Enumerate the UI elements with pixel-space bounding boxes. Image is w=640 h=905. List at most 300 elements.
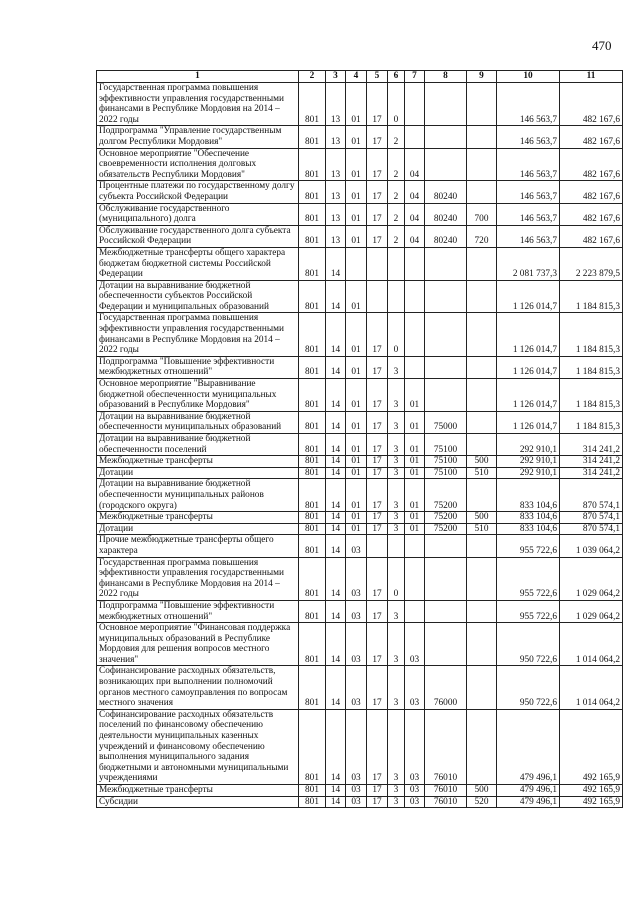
cell-cs-subprogram: 3: [388, 523, 405, 535]
cell-cs-direction: [425, 313, 467, 356]
cell-cs-program: 17: [367, 456, 388, 468]
cell-cs-program: 17: [367, 225, 388, 247]
cell-cs-event: 04: [405, 225, 425, 247]
cell-name: Прочие межбюджетные трансферты общего характера: [97, 535, 299, 557]
cell-sum-2022: 314 241,2: [560, 434, 623, 456]
cell-cs-event: [405, 83, 425, 126]
cell-cs-subprogram: [388, 247, 405, 280]
cell-cs-direction: [425, 83, 467, 126]
cell-vr: [467, 557, 497, 600]
cell-pr: 01: [346, 313, 367, 356]
cell-sum-2021: 1 126 014,7: [497, 411, 560, 433]
cell-sum-2022: 492 165,9: [560, 796, 623, 808]
cell-cs-program: 17: [367, 313, 388, 356]
cell-pr: 01: [346, 356, 367, 378]
cell-gr: 801: [299, 411, 326, 433]
cell-cs-program: 17: [367, 181, 388, 203]
cell-cs-event: 01: [405, 512, 425, 524]
cell-rz: 14: [326, 535, 346, 557]
cell-rz: 14: [326, 785, 346, 797]
cell-name: Дотации: [97, 523, 299, 535]
cell-cs-program: 17: [367, 600, 388, 622]
cell-cs-direction: 75200: [425, 479, 467, 512]
cell-cs-direction: 75200: [425, 523, 467, 535]
cell-cs-event: [405, 600, 425, 622]
cell-gr: 801: [299, 126, 326, 148]
cell-sum-2022: 314 241,2: [560, 456, 623, 468]
cell-rz: 14: [326, 623, 346, 666]
cell-rz: 13: [326, 148, 346, 181]
cell-pr: 01: [346, 83, 367, 126]
cell-gr: 801: [299, 148, 326, 181]
header-col-10: 10: [497, 71, 560, 83]
cell-cs-program: [367, 280, 388, 313]
cell-pr: 03: [346, 796, 367, 808]
cell-cs-event: [405, 313, 425, 356]
cell-rz: 14: [326, 313, 346, 356]
cell-cs-event: [405, 280, 425, 313]
page-number: 470: [592, 38, 612, 53]
cell-name: Основное мероприятие "Выравнивание бюджетной обеспеченности муниципальных образований в Республике Мордовия": [97, 379, 299, 412]
cell-sum-2021: 146 563,7: [497, 148, 560, 181]
cell-cs-program: 17: [367, 83, 388, 126]
cell-gr: 801: [299, 557, 326, 600]
cell-name: Дотации на выравнивание бюджетной обеспеченности поселений: [97, 434, 299, 456]
table-row: [97, 709, 623, 784]
cell-rz: 14: [326, 280, 346, 313]
cell-sum-2022: 870 574,1: [560, 479, 623, 512]
cell-cs-subprogram: 3: [388, 411, 405, 433]
cell-gr: 801: [299, 512, 326, 524]
cell-vr: [467, 411, 497, 433]
cell-gr: 801: [299, 523, 326, 535]
cell-cs-direction: 80240: [425, 225, 467, 247]
cell-name: Софинансирование расходных обязательств, возникающих при выполнении полномочий органов местного самоуправления по вопросам местного значения: [97, 666, 299, 709]
cell-cs-event: 01: [405, 456, 425, 468]
cell-name: Софинансирование расходных обязательств поселений по финансовому обеспечению деятельности муниципальных казенных учреждений и финансовому обеспечению выполнения муниципального задания бюджетными и автономными муниципальными учреждениями: [97, 709, 299, 784]
cell-cs-subprogram: 3: [388, 456, 405, 468]
cell-pr: 01: [346, 148, 367, 181]
cell-sum-2022: 870 574,1: [560, 512, 623, 524]
cell-gr: 801: [299, 313, 326, 356]
cell-sum-2022: 2 223 879,5: [560, 247, 623, 280]
cell-cs-direction: 75100: [425, 434, 467, 456]
cell-cs-direction: 76010: [425, 796, 467, 808]
cell-cs-program: 17: [367, 203, 388, 225]
cell-cs-direction: [425, 557, 467, 600]
cell-cs-direction: 75200: [425, 512, 467, 524]
cell-cs-event: [405, 356, 425, 378]
cell-vr: [467, 434, 497, 456]
cell-sum-2021: 479 496,1: [497, 796, 560, 808]
cell-gr: 801: [299, 796, 326, 808]
cell-rz: 14: [326, 379, 346, 412]
cell-rz: 14: [326, 456, 346, 468]
cell-pr: 01: [346, 181, 367, 203]
cell-cs-event: 04: [405, 203, 425, 225]
cell-cs-subprogram: 2: [388, 203, 405, 225]
table-row: [97, 512, 623, 524]
cell-rz: 14: [326, 479, 346, 512]
cell-pr: 01: [346, 280, 367, 313]
cell-pr: 03: [346, 623, 367, 666]
cell-cs-event: 01: [405, 379, 425, 412]
cell-cs-event: [405, 535, 425, 557]
cell-rz: 14: [326, 434, 346, 456]
table-row: [97, 785, 623, 797]
cell-sum-2021: 950 722,6: [497, 666, 560, 709]
cell-cs-direction: 75100: [425, 467, 467, 479]
cell-cs-event: 03: [405, 785, 425, 797]
cell-sum-2022: 1 014 064,2: [560, 623, 623, 666]
cell-sum-2022: 492 165,9: [560, 785, 623, 797]
header-col-1: 1: [97, 71, 299, 83]
cell-sum-2021: 955 722,6: [497, 535, 560, 557]
cell-sum-2022: 482 167,6: [560, 83, 623, 126]
cell-cs-event: [405, 126, 425, 148]
cell-cs-direction: [425, 148, 467, 181]
table-row: [97, 225, 623, 247]
cell-sum-2021: 479 496,1: [497, 709, 560, 784]
cell-rz: 14: [326, 356, 346, 378]
cell-cs-direction: [425, 247, 467, 280]
cell-name: Процентные платежи по государственному долгу субъекта Российской Федерации: [97, 181, 299, 203]
cell-sum-2021: 833 104,6: [497, 523, 560, 535]
cell-pr: 03: [346, 535, 367, 557]
cell-vr: 720: [467, 225, 497, 247]
cell-gr: 801: [299, 181, 326, 203]
cell-gr: 801: [299, 280, 326, 313]
cell-gr: 801: [299, 456, 326, 468]
cell-pr: 01: [346, 523, 367, 535]
cell-cs-subprogram: 3: [388, 512, 405, 524]
cell-sum-2022: 314 241,2: [560, 467, 623, 479]
cell-cs-event: 04: [405, 148, 425, 181]
cell-cs-program: 17: [367, 623, 388, 666]
cell-sum-2021: 1 126 014,7: [497, 313, 560, 356]
cell-name: Межбюджетные трансферты: [97, 512, 299, 524]
cell-name: Подпрограмма "Управление государственным долгом Республики Мордовия": [97, 126, 299, 148]
cell-cs-program: 17: [367, 434, 388, 456]
cell-name: Обслуживание государственного (муниципального) долга: [97, 203, 299, 225]
cell-pr: 01: [346, 225, 367, 247]
cell-cs-event: 03: [405, 623, 425, 666]
cell-rz: 14: [326, 411, 346, 433]
cell-sum-2021: 146 563,7: [497, 225, 560, 247]
cell-cs-direction: [425, 379, 467, 412]
cell-rz: 13: [326, 203, 346, 225]
cell-sum-2021: 146 563,7: [497, 203, 560, 225]
cell-cs-subprogram: 3: [388, 709, 405, 784]
cell-sum-2022: 870 574,1: [560, 523, 623, 535]
cell-name: Государственная программа повышения эффективности управления государственными финансами в Республике Мордовия на 2014 – 2022 годы: [97, 313, 299, 356]
cell-cs-direction: 76010: [425, 785, 467, 797]
cell-cs-program: [367, 535, 388, 557]
cell-gr: 801: [299, 479, 326, 512]
cell-cs-program: 17: [367, 479, 388, 512]
cell-gr: 801: [299, 709, 326, 784]
cell-pr: 01: [346, 456, 367, 468]
cell-cs-program: 17: [367, 796, 388, 808]
cell-rz: 13: [326, 225, 346, 247]
cell-cs-direction: 75000: [425, 411, 467, 433]
cell-vr: 500: [467, 785, 497, 797]
cell-cs-subprogram: 0: [388, 557, 405, 600]
cell-cs-program: 17: [367, 148, 388, 181]
cell-cs-program: 17: [367, 379, 388, 412]
cell-vr: 500: [467, 456, 497, 468]
table-row: [97, 523, 623, 535]
cell-vr: [467, 280, 497, 313]
cell-cs-direction: 80240: [425, 203, 467, 225]
cell-sum-2021: 146 563,7: [497, 83, 560, 126]
cell-sum-2022: 1 014 064,2: [560, 666, 623, 709]
table-row: [97, 796, 623, 808]
cell-pr: 03: [346, 709, 367, 784]
cell-cs-program: 17: [367, 512, 388, 524]
cell-pr: 03: [346, 785, 367, 797]
header-col-2: 2: [299, 71, 326, 83]
cell-sum-2021: 955 722,6: [497, 557, 560, 600]
cell-vr: 520: [467, 796, 497, 808]
cell-gr: 801: [299, 203, 326, 225]
cell-cs-subprogram: 0: [388, 313, 405, 356]
cell-gr: 801: [299, 356, 326, 378]
cell-rz: 14: [326, 709, 346, 784]
cell-cs-event: 03: [405, 709, 425, 784]
cell-cs-program: 17: [367, 411, 388, 433]
cell-sum-2021: 955 722,6: [497, 600, 560, 622]
cell-pr: [346, 247, 367, 280]
table-row: [97, 411, 623, 433]
cell-vr: [467, 600, 497, 622]
cell-cs-program: 17: [367, 356, 388, 378]
cell-sum-2021: 292 910,1: [497, 467, 560, 479]
cell-gr: 801: [299, 600, 326, 622]
cell-sum-2022: 1 184 815,3: [560, 379, 623, 412]
cell-gr: 801: [299, 785, 326, 797]
cell-name: Подпрограмма "Повышение эффективности межбюджетных отношений": [97, 600, 299, 622]
cell-cs-subprogram: 3: [388, 434, 405, 456]
cell-pr: 01: [346, 467, 367, 479]
table-row: [97, 666, 623, 709]
cell-cs-subprogram: 3: [388, 600, 405, 622]
cell-sum-2021: 950 722,6: [497, 623, 560, 666]
cell-sum-2022: 1 184 815,3: [560, 280, 623, 313]
cell-cs-event: 01: [405, 411, 425, 433]
cell-sum-2021: 833 104,6: [497, 479, 560, 512]
table-row: [97, 181, 623, 203]
cell-vr: [467, 479, 497, 512]
cell-name: Субсидии: [97, 796, 299, 808]
cell-vr: [467, 313, 497, 356]
cell-cs-event: 04: [405, 181, 425, 203]
cell-sum-2022: 1 029 064,2: [560, 600, 623, 622]
cell-vr: [467, 535, 497, 557]
cell-sum-2021: 479 496,1: [497, 785, 560, 797]
cell-cs-direction: [425, 600, 467, 622]
cell-pr: 03: [346, 666, 367, 709]
cell-cs-event: 01: [405, 467, 425, 479]
cell-cs-event: [405, 557, 425, 600]
cell-name: Государственная программа повышения эффективности управления государственными финансами в Республике Мордовия на 2014 – 2022 годы: [97, 557, 299, 600]
table-row: [97, 356, 623, 378]
cell-name: Дотации: [97, 467, 299, 479]
cell-gr: 801: [299, 247, 326, 280]
cell-sum-2021: 146 563,7: [497, 126, 560, 148]
cell-pr: 01: [346, 434, 367, 456]
cell-name: Подпрограмма "Повышение эффективности межбюджетных отношений": [97, 356, 299, 378]
cell-sum-2022: 482 167,6: [560, 126, 623, 148]
cell-cs-direction: 75100: [425, 456, 467, 468]
cell-gr: 801: [299, 225, 326, 247]
cell-vr: 510: [467, 467, 497, 479]
cell-sum-2021: 292 910,1: [497, 456, 560, 468]
cell-gr: 801: [299, 434, 326, 456]
table-header-row: [97, 71, 623, 83]
cell-cs-subprogram: [388, 535, 405, 557]
cell-cs-subprogram: 3: [388, 479, 405, 512]
cell-sum-2022: 1 184 815,3: [560, 313, 623, 356]
table-row: [97, 600, 623, 622]
cell-cs-subprogram: 3: [388, 379, 405, 412]
cell-cs-subprogram: 3: [388, 623, 405, 666]
cell-cs-program: 17: [367, 467, 388, 479]
cell-cs-direction: 80240: [425, 181, 467, 203]
cell-cs-direction: [425, 535, 467, 557]
cell-cs-subprogram: 2: [388, 126, 405, 148]
cell-rz: 14: [326, 600, 346, 622]
cell-cs-subprogram: 3: [388, 796, 405, 808]
cell-vr: [467, 126, 497, 148]
cell-cs-subprogram: 3: [388, 666, 405, 709]
cell-vr: 510: [467, 523, 497, 535]
cell-vr: [467, 148, 497, 181]
cell-name: Основное мероприятие "Обеспечение своевременности исполнения долговых обязательств Республики Мордовия": [97, 148, 299, 181]
cell-rz: 14: [326, 247, 346, 280]
cell-vr: [467, 623, 497, 666]
cell-vr: [467, 181, 497, 203]
cell-vr: [467, 666, 497, 709]
cell-cs-subprogram: 2: [388, 181, 405, 203]
cell-cs-program: 17: [367, 666, 388, 709]
table-row: [97, 379, 623, 412]
cell-cs-direction: 76010: [425, 709, 467, 784]
cell-cs-event: 03: [405, 666, 425, 709]
cell-gr: 801: [299, 666, 326, 709]
cell-sum-2021: 1 126 014,7: [497, 356, 560, 378]
table-row: [97, 479, 623, 512]
cell-sum-2022: 492 165,9: [560, 709, 623, 784]
table-row: [97, 313, 623, 356]
header-col-4: 4: [346, 71, 367, 83]
cell-cs-program: [367, 247, 388, 280]
cell-rz: 14: [326, 512, 346, 524]
cell-pr: 01: [346, 379, 367, 412]
cell-vr: [467, 247, 497, 280]
cell-pr: 01: [346, 411, 367, 433]
cell-cs-subprogram: 3: [388, 356, 405, 378]
cell-rz: 13: [326, 126, 346, 148]
header-col-5: 5: [367, 71, 388, 83]
cell-sum-2022: 482 167,6: [560, 181, 623, 203]
cell-cs-subprogram: 2: [388, 225, 405, 247]
table-row: [97, 83, 623, 126]
cell-rz: 14: [326, 523, 346, 535]
cell-pr: 03: [346, 600, 367, 622]
cell-rz: 13: [326, 181, 346, 203]
cell-pr: 01: [346, 512, 367, 524]
cell-gr: 801: [299, 467, 326, 479]
cell-cs-program: 17: [367, 785, 388, 797]
cell-gr: 801: [299, 535, 326, 557]
cell-vr: [467, 356, 497, 378]
cell-sum-2021: 1 126 014,7: [497, 379, 560, 412]
cell-gr: 801: [299, 379, 326, 412]
cell-name: Межбюджетные трансферты: [97, 785, 299, 797]
cell-sum-2021: 1 126 014,7: [497, 280, 560, 313]
cell-sum-2021: 146 563,7: [497, 181, 560, 203]
cell-cs-direction: 76000: [425, 666, 467, 709]
cell-cs-subprogram: 2: [388, 148, 405, 181]
cell-cs-direction: [425, 623, 467, 666]
table-row: [97, 247, 623, 280]
cell-sum-2022: 482 167,6: [560, 203, 623, 225]
cell-pr: 01: [346, 479, 367, 512]
header-col-11: 11: [560, 71, 623, 83]
cell-name: Дотации на выравнивание бюджетной обеспеченности субъектов Российской Федерации и муниципальных образований: [97, 280, 299, 313]
cell-cs-direction: [425, 280, 467, 313]
cell-sum-2022: 482 167,6: [560, 225, 623, 247]
cell-cs-program: 17: [367, 126, 388, 148]
cell-vr: [467, 379, 497, 412]
cell-cs-event: 01: [405, 523, 425, 535]
cell-cs-subprogram: 3: [388, 785, 405, 797]
cell-cs-event: 01: [405, 479, 425, 512]
cell-sum-2022: 1 184 815,3: [560, 356, 623, 378]
cell-cs-program: 17: [367, 557, 388, 600]
cell-name: Основное мероприятие "Финансовая поддержка муниципальных образований в Республике Мордовия для решения вопросов местного значения": [97, 623, 299, 666]
cell-name: Обслуживание государственного долга субъекта Российской Федерации: [97, 225, 299, 247]
header-col-7: 7: [405, 71, 425, 83]
header-col-3: 3: [326, 71, 346, 83]
cell-name: Дотации на выравнивание бюджетной обеспеченности муниципальных образований: [97, 411, 299, 433]
header-col-8: 8: [425, 71, 467, 83]
cell-cs-program: 17: [367, 709, 388, 784]
cell-rz: 14: [326, 467, 346, 479]
table-row: [97, 126, 623, 148]
table-row: [97, 434, 623, 456]
cell-pr: 01: [346, 126, 367, 148]
header-col-9: 9: [467, 71, 497, 83]
cell-gr: 801: [299, 83, 326, 126]
cell-pr: 01: [346, 203, 367, 225]
cell-rz: 14: [326, 796, 346, 808]
cell-sum-2022: 1 184 815,3: [560, 411, 623, 433]
table-row: [97, 467, 623, 479]
table-row: [97, 148, 623, 181]
cell-cs-direction: [425, 356, 467, 378]
cell-cs-subprogram: [388, 280, 405, 313]
cell-gr: 801: [299, 623, 326, 666]
cell-vr: [467, 709, 497, 784]
cell-name: Дотации на выравнивание бюджетной обеспеченности муниципальных районов (городского округа): [97, 479, 299, 512]
table-row: [97, 280, 623, 313]
cell-rz: 13: [326, 83, 346, 126]
cell-name: Межбюджетные трансферты общего характера бюджетам бюджетной системы Российской Федерации: [97, 247, 299, 280]
cell-rz: 14: [326, 557, 346, 600]
cell-sum-2021: 2 081 737,3: [497, 247, 560, 280]
